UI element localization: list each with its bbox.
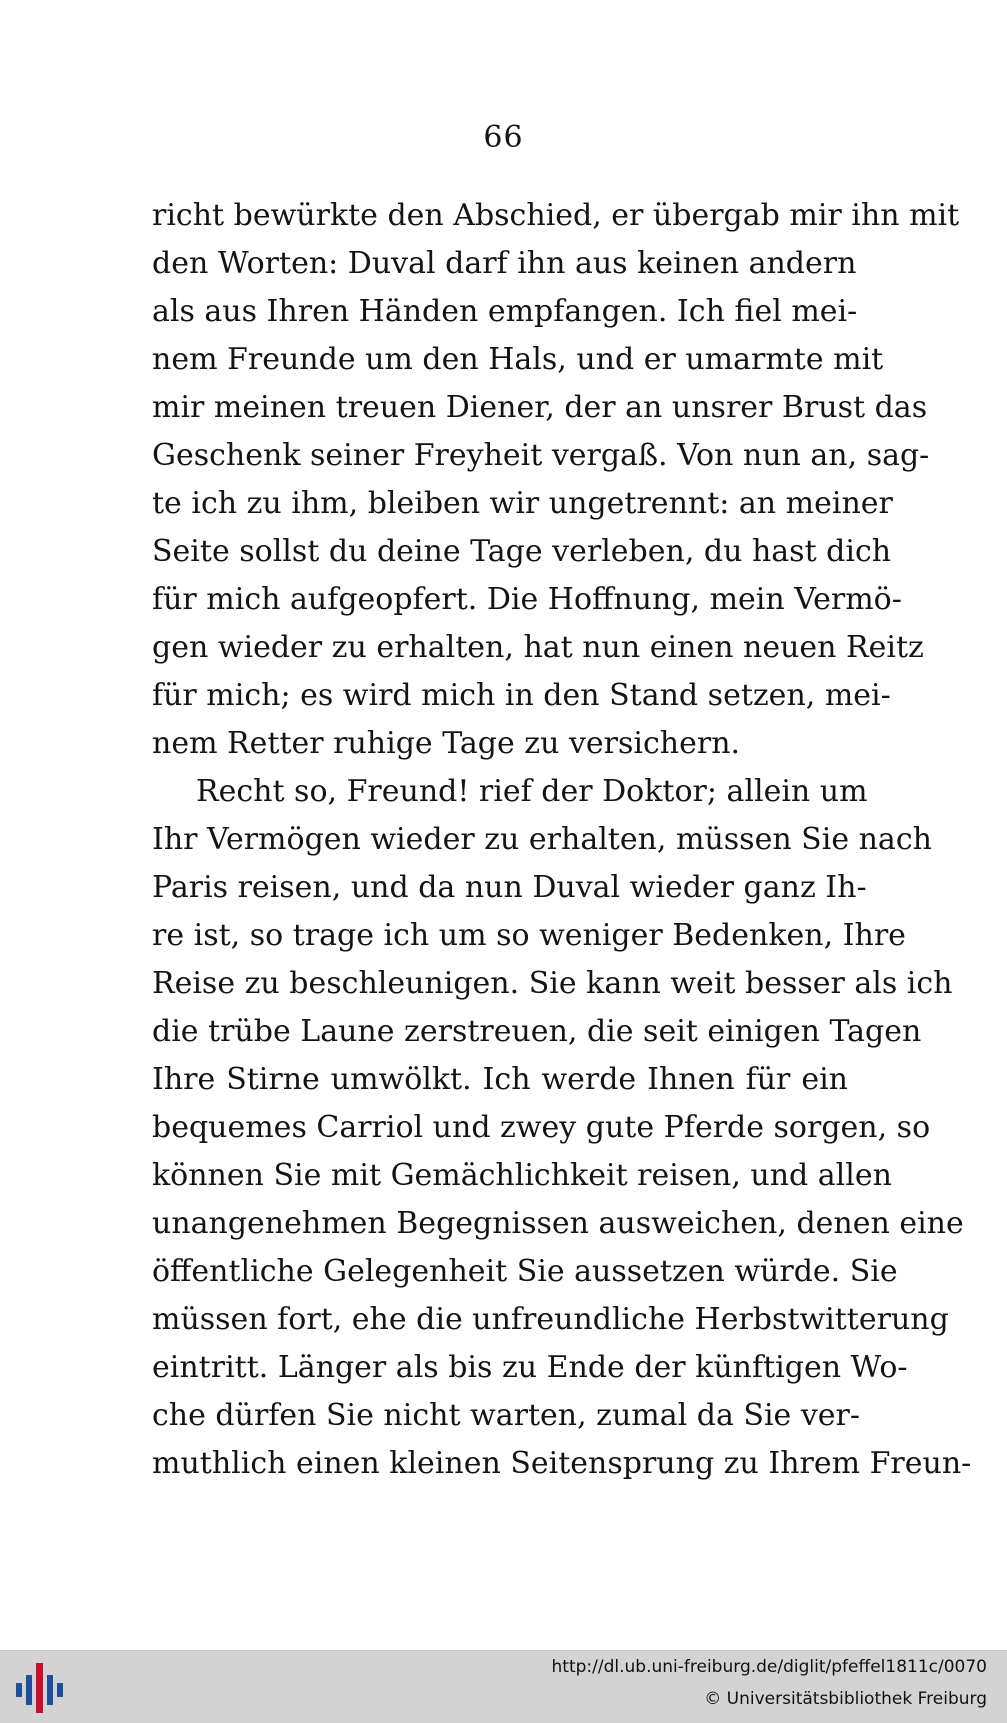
text-line: Paris reisen, und da nun Duval wieder ganz Ih-: [152, 870, 867, 905]
text-line: für mich; es wird mich in den Stand setzen, mei-: [152, 678, 891, 713]
text-line: re ist, so trage ich um so weniger Bedenken, Ihre: [152, 918, 906, 953]
text-line: nem Retter ruhige Tage zu versichern.: [152, 726, 741, 761]
text-line: richt bewürkte den Abschied, er übergab mir ihn mit: [152, 198, 960, 233]
copyright-notice: © Universitätsbibliothek Freiburg: [704, 1689, 987, 1709]
ub-freiburg-logo-icon: [12, 1661, 68, 1715]
text-line: die trübe Laune zerstreuen, die seit einigen Tagen: [152, 1014, 922, 1049]
text-line: eintritt. Länger als bis zu Ende der künftigen Wo-: [152, 1350, 908, 1385]
text-line: müssen fort, ehe die unfreundliche Herbstwitterung: [152, 1302, 949, 1337]
text-line: Geschenk seiner Freyheit vergaß. Von nun an, sag-: [152, 438, 930, 473]
text-line: bequemes Carriol und zwey gute Pferde sorgen, so: [152, 1110, 931, 1145]
text-line: muthlich einen kleinen Seitensprung zu Ihrem Freun-: [152, 1446, 972, 1481]
page-text: [152, 192, 972, 1488]
text-line: öffentliche Gelegenheit Sie aussetzen würde. Sie: [152, 1254, 898, 1289]
text-line: te ich zu ihm, bleiben wir ungetrennt: an meiner: [152, 486, 893, 521]
text-line: Seite sollst du deine Tage verleben, du hast dich: [152, 534, 892, 569]
text-line: che dürfen Sie nicht warten, zumal da Sie ver-: [152, 1398, 861, 1433]
text-line: gen wieder zu erhalten, hat nun einen neuen Reitz: [152, 630, 924, 665]
text-line: Reise zu beschleunigen. Sie kann weit besser als ich: [152, 966, 953, 1001]
text-line: mir meinen treuen Diener, der an unsrer Brust das: [152, 390, 928, 425]
text-line: Recht so, Freund! rief der Doktor; allein um: [196, 774, 868, 809]
text-line: nem Freunde um den Hals, und er umarmte mit: [152, 342, 884, 377]
text-line: unangenehmen Begegnissen ausweichen, denen eine: [152, 1206, 964, 1241]
page-number: 66: [483, 120, 524, 155]
permalink-url[interactable]: http://dl.ub.uni-freiburg.de/diglit/pfeffel1811c/0070: [551, 1657, 987, 1677]
text-line: den Worten: Duval darf ihn aus keinen andern: [152, 246, 857, 281]
text-line: Ihre Stirne umwölkt. Ich werde Ihnen für ein: [152, 1062, 848, 1097]
text-line: Ihr Vermögen wieder zu erhalten, müssen Sie nach: [152, 822, 932, 857]
text-line: können Sie mit Gemächlichkeit reisen, und allen: [152, 1158, 892, 1193]
text-line: für mich aufgeopfert. Die Hoffnung, mein Vermö-: [152, 582, 902, 617]
viewer-footer: [0, 1650, 1007, 1723]
text-line: als aus Ihren Händen empfangen. Ich fiel mei-: [152, 294, 858, 329]
